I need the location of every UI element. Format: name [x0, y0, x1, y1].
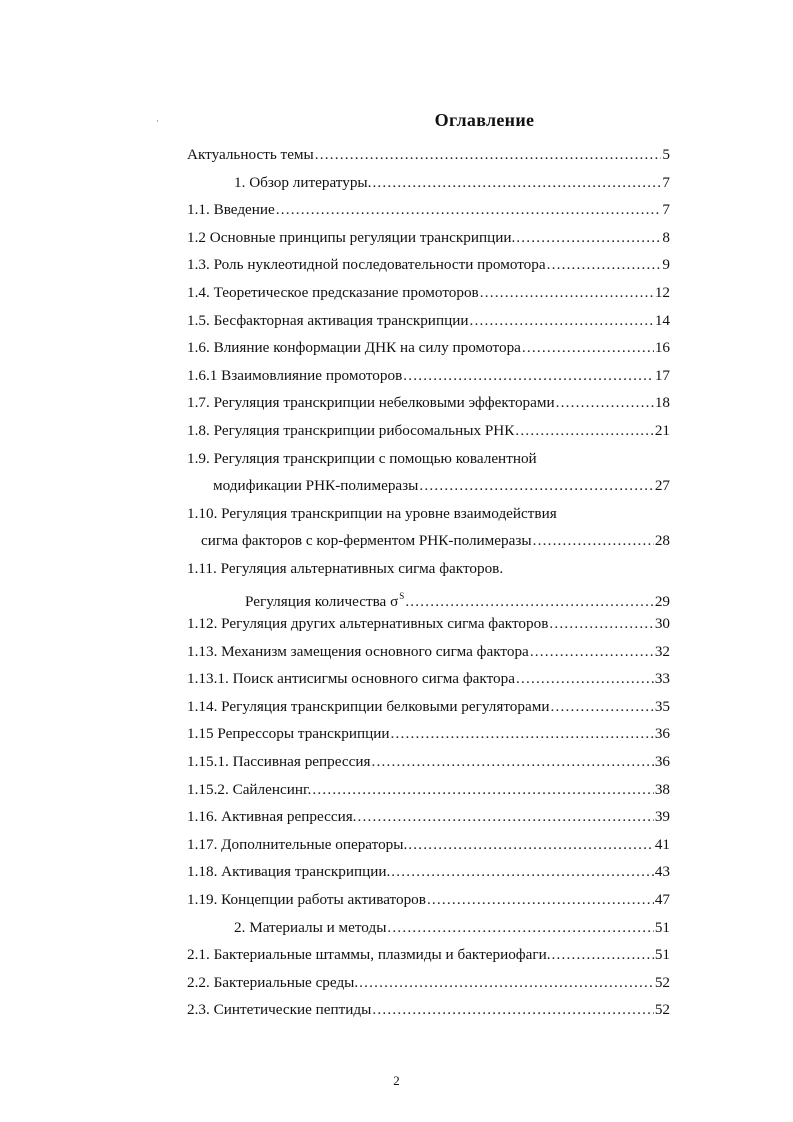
toc-entry-text: Актуальность темы	[187, 146, 314, 163]
toc-entry	[187, 362, 670, 390]
toc-entry-page: 16	[654, 339, 670, 357]
toc-leader-dots	[359, 969, 654, 997]
toc-entry-page: 14	[654, 311, 670, 329]
toc-leader-dots	[391, 720, 654, 748]
toc-leader-dots	[516, 224, 661, 252]
toc-entry-text: 1.9. Регуляция транскрипции с помощью ковалентной	[187, 449, 537, 467]
toc-leader-dots	[357, 803, 653, 831]
toc-leader-dots	[276, 196, 662, 224]
toc-leader-dots	[403, 362, 654, 390]
toc-leader-dots	[547, 251, 662, 279]
toc-leader-dots	[552, 941, 654, 969]
toc-entry	[187, 472, 670, 500]
toc-leader-dots	[515, 417, 653, 445]
toc-entry	[187, 858, 670, 886]
toc-leader-dots	[372, 169, 661, 197]
toc-entry-text: 1.5. Бесфакторная активация транскрипции	[187, 311, 469, 329]
toc-entry-text: 1.13. Механизм замещения основного сигма фактора	[187, 642, 529, 660]
toc-entry-text: сигма факторов с кор-ферментом РНК-полимеразы	[201, 532, 532, 550]
toc-leader-dots	[315, 141, 662, 169]
toc-entry-text: 1.11. Регуляция альтернативных сигма факторов.	[187, 559, 504, 577]
toc-entry-text: 1.6.1 Взаимовлияние промоторов	[187, 366, 403, 384]
toc-entry-text: 2.3. Синтетические пептиды	[187, 1001, 372, 1019]
toc-entry-page: 33	[654, 670, 670, 688]
toc-entry	[187, 665, 670, 693]
page-number: 2	[393, 1073, 400, 1088]
toc-entry	[187, 941, 670, 969]
toc-entry-page: 17	[654, 366, 670, 384]
toc-leader-dots	[522, 334, 654, 362]
toc-entry-page: 38	[654, 780, 670, 798]
toc-entry-text: 1.16. Активная репрессия.	[187, 808, 357, 826]
toc-leader-dots	[419, 472, 653, 500]
toc-entry-text: 1.17. Дополнительные операторы.	[187, 835, 408, 853]
toc-entry	[187, 720, 670, 748]
toc-entry-page: 52	[654, 1001, 670, 1019]
toc-entry-text: 1.15.2. Сайленсинг.	[187, 780, 312, 798]
toc-entry	[187, 803, 670, 831]
toc-leader-dots	[372, 996, 653, 1024]
toc-leader-dots	[408, 831, 654, 859]
toc-entry-text: 1.7. Регуляция транскрипции небелковыми эффекторами	[187, 394, 555, 412]
toc-entry-page: 51	[654, 946, 670, 964]
toc-entry-page: 30	[654, 615, 670, 633]
toc-leader-dots	[387, 914, 653, 942]
toc-entry-page: 52	[654, 973, 670, 991]
toc-entry-page: 36	[654, 753, 670, 771]
toc-entry-page: 36	[654, 725, 670, 743]
toc-entry-text: 1.14. Регуляция транскрипции белковыми регуляторами	[187, 697, 550, 715]
toc-entry	[187, 445, 670, 473]
toc-entry	[187, 693, 670, 721]
toc-entry	[187, 389, 670, 417]
toc-entry	[187, 996, 670, 1024]
toc-entry	[187, 527, 670, 555]
toc-entry	[187, 417, 670, 445]
toc-entry-text: 1.13.1. Поиск антисигмы основного сигма фактора	[187, 670, 515, 688]
toc-entry-text: 1.18. Активация транскрипции.	[187, 863, 391, 881]
toc-leader-dots	[549, 610, 653, 638]
toc-entry-page: 12	[654, 283, 670, 301]
toc-entry-text: 2.2. Бактериальные среды.	[187, 973, 359, 991]
toc-entry-page: 9	[662, 256, 670, 274]
toc-entry	[187, 555, 670, 583]
toc-entry	[187, 334, 670, 362]
toc-entry	[187, 307, 670, 335]
toc-entry-text: 1.8. Регуляция транскрипции рибосомальных РНК	[187, 421, 515, 439]
toc-entry-text: 1.12. Регуляция других альтернативных сигма факторов	[187, 615, 549, 633]
toc-entry-page: 27	[654, 477, 670, 495]
page-title: Оглавление	[434, 110, 535, 130]
toc-entry-text: 1.15 Репрессоры транскрипции	[187, 725, 390, 743]
toc-entry-text: модификации РНК-полимеразы	[213, 477, 419, 495]
toc-leader-dots	[533, 527, 654, 555]
toc-entry-text: 1.4. Теоретическое предсказание промоторов	[187, 283, 479, 301]
toc-entry-page: 21	[654, 421, 670, 439]
toc-entry-page: 28	[654, 532, 670, 550]
toc-entry-text: 1.3. Роль нуклеотидной последовательности промотора	[187, 256, 546, 274]
toc-entry-text: 1.2 Основные принципы регуляции транскрипции.	[187, 228, 516, 246]
toc-entry-page: 7	[662, 201, 670, 219]
toc-entry	[187, 251, 670, 279]
toc-leader-dots	[469, 307, 653, 335]
toc-entry-text: 1. Обзор литературы.	[234, 173, 372, 191]
toc-leader-dots	[556, 389, 654, 417]
table-of-contents	[187, 141, 670, 1024]
toc-leader-dots	[391, 858, 654, 886]
toc-entry	[187, 224, 670, 252]
toc-entry	[187, 196, 670, 224]
toc-entry-page: 18	[654, 394, 670, 412]
toc-entry-text: 1.10. Регуляция транскрипции на уровне взаимодействия	[187, 504, 557, 522]
toc-entry-text: 2.1. Бактериальные штаммы, плазмиды и бактериофаги.	[187, 946, 551, 964]
toc-entry	[187, 141, 670, 169]
toc-entry	[187, 831, 670, 859]
toc-entry-text-main: Регуляция количества σ	[245, 592, 399, 610]
toc-entry-page: 41	[654, 835, 670, 853]
sigma-superscript: S	[399, 590, 405, 601]
toc-entry-text: 1.6. Влияние конформации ДНК на силу промотора	[187, 339, 521, 357]
toc-entry	[187, 500, 670, 528]
toc-entry	[187, 886, 670, 914]
toc-leader-dots	[371, 748, 653, 776]
toc-entry-page: 43	[654, 863, 670, 881]
toc-entry	[187, 748, 670, 776]
toc-entry-text: 1.1. Введение	[187, 201, 275, 219]
toc-entry-page: 5	[662, 146, 670, 163]
toc-entry	[187, 969, 670, 997]
toc-entry-page: 39	[654, 808, 670, 826]
toc-leader-dots	[480, 279, 654, 307]
scan-mark: ·	[156, 116, 159, 126]
toc-leader-dots	[530, 638, 654, 666]
toc-entry-text: 1.15.1. Пассивная репрессия	[187, 753, 371, 771]
toc-entry-page: 7	[662, 173, 670, 191]
toc-entry	[187, 169, 670, 197]
toc-entry-page: 47	[654, 891, 670, 909]
toc-entry	[187, 279, 670, 307]
toc-entry-page: 8	[662, 228, 670, 246]
toc-leader-dots	[516, 665, 654, 693]
toc-entry	[187, 638, 670, 666]
toc-leader-dots	[312, 776, 653, 804]
toc-entry-page: 35	[654, 697, 670, 715]
toc-leader-dots	[550, 693, 653, 721]
toc-entry	[187, 776, 670, 804]
toc-entry-text: 2. Материалы и методы	[234, 918, 387, 936]
toc-entry-page: 29	[654, 592, 670, 610]
toc-entry-page: 51	[654, 918, 670, 936]
toc-entry	[187, 583, 670, 611]
toc-entry	[187, 610, 670, 638]
toc-entry-page: 32	[654, 642, 670, 660]
toc-entry-text: 1.19. Концепции работы активаторов	[187, 891, 426, 909]
toc-entry	[187, 914, 670, 942]
toc-leader-dots	[427, 886, 654, 914]
